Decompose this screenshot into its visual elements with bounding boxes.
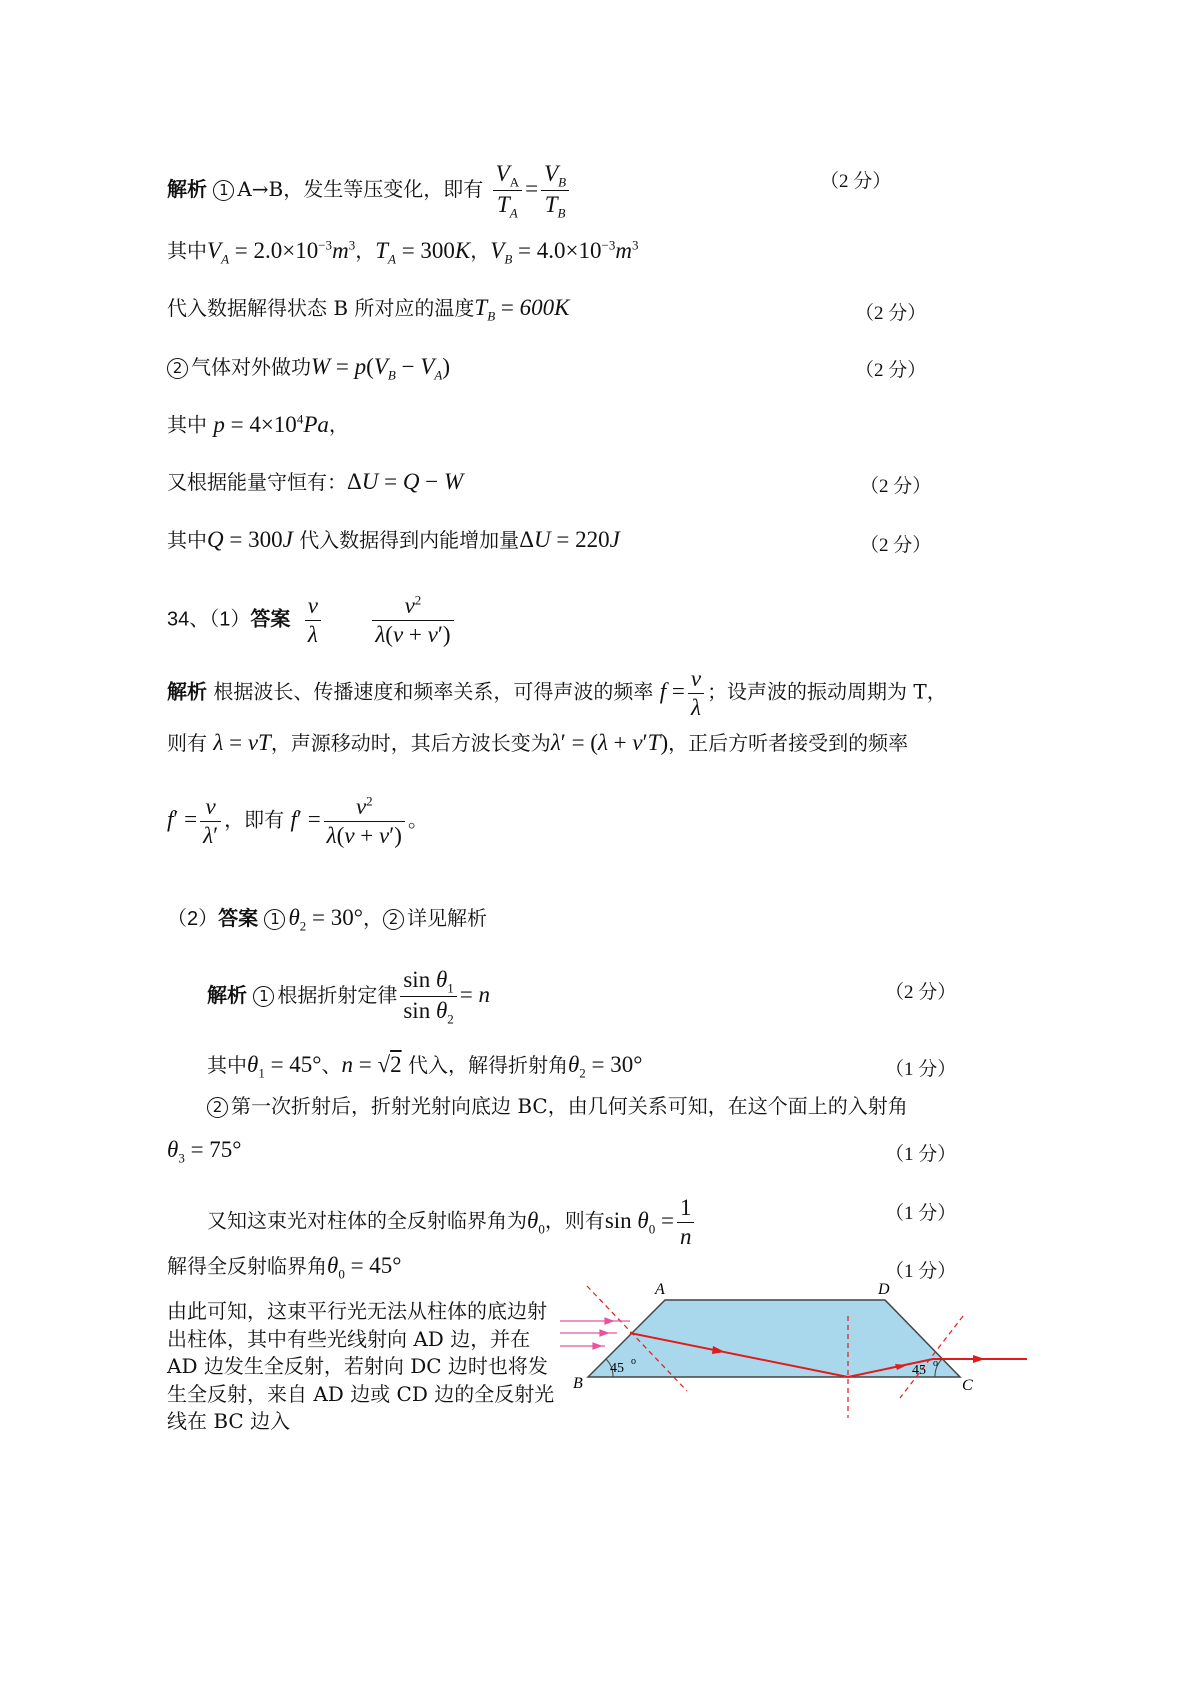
q33-step1-score: （2 分） [820, 171, 892, 192]
circled-one-icon: 1 [253, 986, 274, 1007]
angle-right-degree: o [933, 1358, 938, 1369]
given-prefix: 其中 [207, 1053, 247, 1077]
vertex-b-label: B [573, 1375, 583, 1392]
line1-text: 根据波长、传播速度和频率关系，可得声波的频率 [213, 679, 654, 704]
work-text: 气体对外做功 [191, 355, 311, 379]
q34-2-critical-line: 又知这束光对柱体的全反射临界角为$\theta_0$，则有$\sin \theta_0$ = $\frac{1}{n}$ [207, 1194, 697, 1250]
q33-work-score: （2 分） [855, 360, 927, 381]
given-text: 代入，解得折射角 [407, 1053, 568, 1077]
q33-given-line: 其中$V_A = 2.0\times 10^{-3}m^3$，$T_A = 300K$，$V_B = 4.0\times 10^{-3}m^3$ [167, 237, 639, 267]
fraction-va-ta: $\frac{V_A}{T_A}$ [493, 160, 522, 221]
circled-one-icon: 1 [264, 909, 285, 930]
q34-2-given-score: （1 分） [885, 1059, 957, 1080]
fraction-answer-doppler: $\frac{v^2}{\lambda(v + v')}$ [372, 592, 453, 648]
result-tb-value: 600K [519, 295, 570, 320]
q34-1-answer-line [167, 592, 457, 648]
given-prefix: 其中 [167, 238, 207, 263]
pressure-prefix: 其中 [167, 412, 207, 437]
ray-arrow-3 [973, 1355, 985, 1363]
q34-1-line2: 则有 λ = vT，声源移动时，其后方波长变为λ′ = (λ + v′T)，正后方听者接受到的频率 [167, 730, 909, 755]
line2-b: ，声源移动时，其后方波长变为 [270, 731, 551, 755]
step2-text: 第一次折射后，折射光射向底边 BC，由几何关系可知，在这个面上的入射角 [231, 1094, 908, 1118]
circled-two-icon: 2 [383, 909, 404, 930]
fraction-snell: $\frac{\sin \theta_1}{\sin \theta_2}$ [400, 966, 456, 1027]
line2-c: ，正后方听者接受到的频率 [668, 731, 909, 755]
jiexi-label: 解析 [167, 679, 207, 704]
q33-work-line: 2 气体对外做功$W = p(V_B - V_A)$ [167, 355, 450, 382]
fraction-doppler: $\frac{v^2}{\lambda(v + v')}$ [324, 793, 405, 849]
q34-2-theta3-score: （1 分） [885, 1144, 957, 1165]
vertex-d-label: D [878, 1281, 890, 1298]
q34-2-critical-result-score: （1 分） [885, 1261, 957, 1282]
q34-2-answer-line: （2）答案 1 $\theta_2 = 30^\circ$， 2 详见解析 [167, 905, 487, 934]
critical-result-text: 解得全反射临界角 [167, 1254, 327, 1278]
q34-2-critical-result-line: 解得全反射临界角$\theta_0 = 45^\circ$ [167, 1253, 402, 1282]
fraction-one-over-n: $\frac{1}{n}$ [677, 1194, 695, 1250]
q34-2-prefix: （2） [167, 908, 219, 930]
comma: ， [362, 906, 383, 930]
q34-1-line3: f′ = $\frac{v}{\lambda'}$ ，即有 f′ = $\frac{v^2}{\lambda(v + v')}$ 。 [167, 793, 428, 848]
q-mid-text: 代入数据得到内能增加量 [299, 528, 520, 552]
answer-c-text: 详见解析 [406, 906, 487, 930]
q33-energy-line: 又根据能量守恒有：ΔU = Q − W [167, 469, 464, 494]
q33-step1-line: 解析 1 A→B，发生等压变化，即有 $\frac{V_A}{T_A}$ = $\frac{V_B}{T_B}$ [167, 160, 572, 221]
q34-2-critical-score: （1 分） [885, 1203, 957, 1224]
step1-text: 根据折射定律 [277, 983, 398, 1008]
line2-a: 则有 [167, 731, 207, 755]
energy-text: 又根据能量守恒有： [167, 470, 347, 494]
result-tb-text: 代入数据解得状态 B 所对应的温度 [167, 296, 475, 320]
q34-2-step1-score: （2 分） [885, 982, 957, 1003]
fraction-v-lambda-2: $\frac{v}{\lambda}$ [688, 665, 704, 721]
q34-2-step2-line [207, 1096, 908, 1118]
q33-result-tb-score: （2 分） [855, 303, 927, 324]
q34-2-step1-line: 解析 1 根据折射定律 $\frac{\sin \theta_1}{\sin \theta_2}$ = n [207, 967, 490, 1027]
fraction-v-lambdaprime: $\frac{v}{\lambda'}$ [200, 793, 221, 849]
circled-two-icon: 2 [167, 358, 188, 379]
answer-label: 答案 [218, 906, 259, 930]
angle-left-degree: o [631, 1356, 636, 1367]
line1-end: ；设声波的振动周期为 T， [707, 679, 947, 704]
fraction-v-lambda: $\frac{v}{\lambda}$ [305, 592, 321, 648]
vertex-c-label: C [962, 1377, 973, 1394]
jiexi-label: 解析 [167, 177, 207, 202]
answer-label: 答案 [250, 606, 291, 631]
q-prefix: 其中 [167, 528, 207, 552]
prism-diagram [555, 1276, 1030, 1426]
q33-result-tb-line: 代入数据解得状态 B 所对应的温度$T_B = 600K$ [167, 295, 570, 324]
line3-end: 。 [407, 807, 428, 832]
critical-text2: ，则有 [544, 1208, 605, 1233]
angle-right-label: 45 [912, 1363, 926, 1378]
q33-step1-text: A→B，发生等压变化，即有 [237, 177, 484, 202]
angle-left-label: 45 [610, 1361, 624, 1376]
circled-two-icon: 2 [207, 1097, 228, 1118]
q34-1-prefix: 34、（1） [167, 608, 251, 631]
q33-q-score: （2 分） [860, 535, 932, 556]
critical-text: 又知这束光对柱体的全反射临界角为 [207, 1208, 527, 1233]
line3-mid: ，即有 [224, 807, 285, 832]
q34-2-conclusion-paragraph: 由此可知，这束平行光无法从柱体的底边射出柱体，其中有些光线射向 AD 边，并在 AD 边发生全反射，若射向 DC 边时也将发生全反射，来自 AD 边或 CD 边的全反射光线在 BC 边入 [167, 1299, 555, 1433]
q34-2-theta3-line: $\theta_3 = 75^\circ$ [167, 1137, 242, 1166]
q33-energy-score: （2 分） [860, 476, 932, 497]
q34-2-given-line: 其中$\theta_1 = 45^\circ$、n = √2 代入，解得折射角$\theta_2 = 30^\circ$ [207, 1052, 643, 1081]
q33-q-line: 其中Q = 300J 代入数据得到内能增加量ΔU = 220J [167, 527, 620, 552]
vertex-a-label: A [655, 1281, 665, 1298]
circled-one-icon: 1 [213, 180, 234, 201]
jiexi-label: 解析 [207, 983, 247, 1008]
incident-rays [560, 1318, 630, 1349]
q34-1-line1: 解析 根据波长、传播速度和频率关系，可得声波的频率 f = $\frac{v}{\lambda}$ ；设声波的振动周期为 T， [167, 666, 947, 720]
q33-pressure-line: 其中 $p = 4\times 10^4Pa$， [167, 411, 349, 437]
theta-symbol: θ [288, 905, 300, 930]
fraction-vb-tb: $\frac{V_B}{T_B}$ [541, 160, 569, 221]
